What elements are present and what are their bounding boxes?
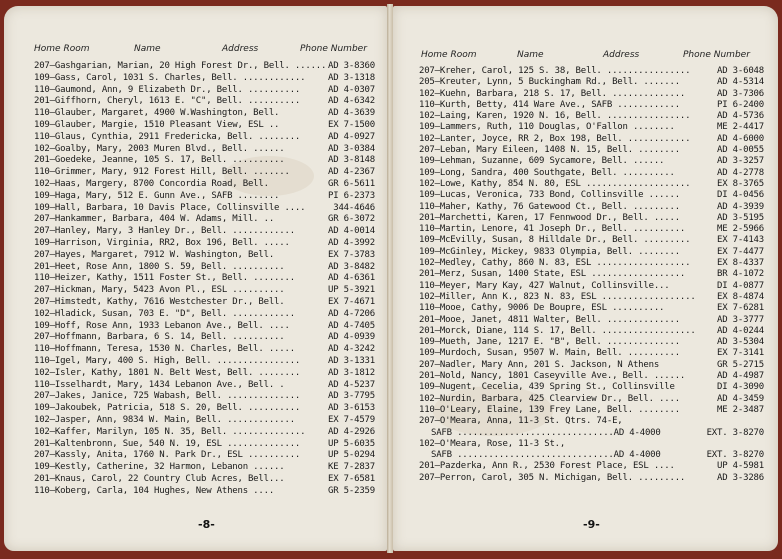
entry-phone: AD 3-7306 (717, 88, 764, 99)
directory-entry (419, 292, 764, 303)
entry-phone: AD 3-5195 (717, 212, 764, 223)
directory-entry (419, 473, 764, 484)
entry-phone: UP 4-5981 (717, 461, 764, 472)
entry-phone: AD 4-6361 (328, 273, 375, 284)
directory-entry (34, 167, 375, 179)
entry-phone: AD 4-5237 (328, 379, 375, 390)
directory-entry (419, 281, 764, 292)
directory-entry (34, 356, 375, 368)
directory-entry (419, 168, 764, 179)
entry-text: 207—Leban, Mary Eileen, 1408 N. 15, Bell. ........ (419, 145, 680, 156)
header-name: Name (517, 50, 544, 60)
entry-phone: ME 2-3487 (717, 404, 764, 415)
entry-text: 102—Laing, Karen, 1920 N. 16, Bell. ................ (419, 111, 691, 122)
directory-entry (34, 61, 375, 73)
entry-text: 207—Himstedt, Kathy, 7616 Westchester Dr., Bell. (34, 296, 285, 307)
entry-text: 201—Kaltenbronn, Sue, 540 N. 19, ESL .............. (34, 438, 301, 449)
directory-entry (34, 85, 375, 97)
entry-phone: EXT. 3-8270 (706, 450, 764, 461)
entry-text: 102—Goalby, Mary, 2003 Muren Blvd., Bell. ...... (34, 143, 285, 154)
header-address: Address (222, 44, 259, 54)
page-number: -8- (198, 518, 215, 531)
directory-entry (419, 337, 764, 348)
entry-text: 102—Miller, Ann K., 823 N. 83, ESL .................. (419, 291, 696, 302)
entry-phone: BR 4-1072 (717, 269, 764, 280)
directory-entry (419, 202, 764, 213)
entry-text: 109—Long, Sandra, 400 Southgate, Bell. .......... (419, 167, 675, 178)
entry-text: 109—Gass, Carol, 1031 S. Charles, Bell. ............ (34, 72, 306, 83)
directory-entry (34, 368, 375, 380)
entry-phone: EX 8-3765 (717, 178, 764, 189)
entry-text: 109—Hall, Barbara, 10 Davis Place, Collinsville .... (34, 202, 306, 213)
entry-phone: KE 7-2837 (328, 462, 375, 473)
entry-phone: EX 7-4579 (328, 414, 375, 425)
entry-phone: GR 5-2359 (328, 485, 375, 496)
directory-entry (34, 344, 375, 356)
entry-phone: GR 6-5611 (328, 178, 375, 189)
entry-phone: GR 6-3072 (328, 214, 375, 225)
entry-text: 109—Nugent, Cecelia, 439 Spring St., Collinsville (419, 382, 675, 393)
entry-text: SAFB ..............................AD 4-4000 (431, 450, 661, 461)
directory-entry (34, 427, 375, 439)
directory-entry (34, 486, 375, 498)
entry-text: 201—Heet, Rose Ann, 1800 S. 59, Bell. .......... (34, 261, 285, 272)
entry-phone: AD 4-5314 (717, 77, 764, 88)
entry-phone: EX 8-4337 (717, 258, 764, 269)
entry-phone: PI 6-2373 (328, 190, 375, 201)
entry-phone: AD 4-2778 (717, 167, 764, 178)
entry-text: 201—Knaus, Carol, 22 Country Club Acres, Bell... (34, 473, 285, 484)
entry-phone: AD 4-6342 (328, 96, 375, 107)
entry-text: SAFB ..............................AD 4-4000 (431, 427, 661, 438)
directory-entry (34, 309, 375, 321)
header-name: Name (134, 44, 161, 54)
entry-phone: UP 5-3921 (328, 285, 375, 296)
entry-text: 207—Perron, Carol, 305 N. Michigan, Bell. ......... (419, 472, 686, 483)
entry-phone: AD 4-3242 (328, 344, 375, 355)
entry-text: 102—Lanter, Joyce, RR 2, Box 198, Bell. ............ (419, 133, 691, 144)
entry-phone: AD 3-1331 (328, 355, 375, 366)
directory-entry (34, 380, 375, 392)
directory-entry (419, 247, 764, 258)
directory-entry (419, 77, 764, 88)
entry-text: 201—Giffhorn, Cheryl, 1613 E. "C", Bell. .......... (34, 96, 301, 107)
entry-text: 110—Igel, Mary, 400 S. High, Bell. ................ (34, 355, 301, 366)
entry-phone: AD 3-1812 (328, 367, 375, 378)
entry-text: 110—Heizer, Kathy, 1511 Foster St., Bell. ........ (34, 273, 295, 284)
entry-phone: AD 3-3777 (717, 314, 764, 325)
directory-entry (419, 326, 764, 337)
directory-entry (34, 144, 375, 156)
entry-text: 205—Kreuter, Lynn, 5 Buckingham Rd., Bell. ....... (419, 77, 680, 88)
entry-text: 109—McGinley, Mickey, 9833 Olympia, Bell. ........ (419, 246, 680, 257)
entry-phone: DI 4-3090 (717, 382, 764, 393)
entry-text: 201—Goedeke, Jeanne, 105 S. 17, Bell. .......... (34, 155, 285, 166)
entry-text: 201—Merz, Susan, 1400 State, ESL .................. (419, 269, 686, 280)
directory-entry (34, 285, 375, 297)
directory-entry (419, 145, 764, 156)
directory-entry (419, 450, 764, 461)
directory-entry (419, 134, 764, 145)
directory-entry (34, 332, 375, 344)
entry-phone: AD 4-0927 (328, 131, 375, 142)
entry-phone: AD 4-0307 (328, 84, 375, 95)
directory-entry (419, 111, 764, 122)
entry-phone: AD 4-0014 (328, 226, 375, 237)
entry-phone: 344-4646 (333, 202, 375, 213)
entry-text: 110—O'Leary, Elaine, 139 Frey Lane, Bell. ........ (419, 404, 680, 415)
entry-phone: AD 3-3286 (717, 472, 764, 483)
entry-phone: EX 7-6281 (717, 303, 764, 314)
directory-entry (419, 303, 764, 314)
directory-entry (34, 439, 375, 451)
entry-phone: EX 7-3141 (717, 348, 764, 359)
entry-text: 207—Hayes, Margaret, 7912 W. Washington, Bell. (34, 249, 275, 260)
entry-text: 109—McEvilly, Susan, 8 Hilldale Dr., Bell. ......... (419, 235, 691, 246)
entry-phone: AD 3-1318 (328, 72, 375, 83)
directory-entry (34, 297, 375, 309)
left-page (4, 6, 387, 551)
entry-text: 207—Hanley, Mary, 3 Hanley Dr., Bell. ............ (34, 226, 295, 237)
directory-entry (419, 394, 764, 405)
entry-phone: EX 7-1500 (328, 119, 375, 130)
entry-phone: AD 4-4987 (717, 371, 764, 382)
directory-entry (34, 155, 375, 167)
entry-phone: AD 4-0055 (717, 145, 764, 156)
entry-text: 207—Hoffmann, Barbara, 6 S. 14, Bell. .......... (34, 332, 285, 343)
entry-text: 201—Morck, Diane, 114 S. 17, Bell. .................. (419, 325, 696, 336)
entry-text: 102—Haas, Margery, 8700 Concordia Road, Bell. (34, 178, 269, 189)
directory-list (419, 66, 764, 484)
directory-entry (419, 213, 764, 224)
entry-phone: AD 4-3939 (717, 201, 764, 212)
header-phone: Phone Number (683, 50, 750, 60)
entry-text: 110—Grimmer, Mary, 912 Forest Hill, Bell. ....... (34, 167, 290, 178)
entry-phone: DI 4-0456 (717, 190, 764, 201)
directory-entry (34, 415, 375, 427)
entry-text: 102—Lowe, Kathy, 854 N. 80, ESL .................... (419, 178, 691, 189)
entry-text: 109—Kestly, Catherine, 32 Harmon, Lebanon ...... (34, 462, 285, 473)
entry-phone: AD 3-8148 (328, 155, 375, 166)
directory-entry (34, 96, 375, 108)
entry-phone: AD 3-8360 (328, 61, 375, 71)
entry-phone: AD 3-3257 (717, 156, 764, 167)
entry-text: 110—Isselhardt, Mary, 1434 Lebanon Ave., Bell. . (34, 379, 285, 390)
directory-entry (419, 428, 764, 439)
directory-entry (34, 403, 375, 415)
directory-entry (34, 321, 375, 333)
entry-phone: DI 4-0877 (717, 280, 764, 291)
directory-entry (419, 100, 764, 111)
entry-phone: AD 3-8482 (328, 261, 375, 272)
entry-text: 109—Murdoch, Susan, 9507 W. Main, Bell. .......... (419, 348, 680, 359)
entry-phone: EX 7-4477 (717, 246, 764, 257)
entry-phone: EX 7-4671 (328, 296, 375, 307)
directory-entry (419, 156, 764, 167)
directory-entry (419, 382, 764, 393)
directory-entry (419, 190, 764, 201)
entry-phone: PI 6-2400 (717, 99, 764, 110)
entry-text: 207—Hickman, Mary, 5423 Avon Pl., ESL .......... (34, 285, 285, 296)
directory-entry (34, 73, 375, 85)
directory-entry (34, 214, 375, 226)
directory-entry (419, 371, 764, 382)
directory-entry (34, 191, 375, 203)
entry-text: 102—Kuehn, Barbara, 218 S. 17, Bell. .............. (419, 88, 686, 99)
entry-phone: AD 4-3639 (328, 108, 375, 119)
entry-phone: AD 3-0384 (328, 143, 375, 154)
entry-phone: AD 3-6048 (717, 66, 764, 76)
directory-entry (34, 226, 375, 238)
directory-entry (419, 179, 764, 190)
directory-entry (34, 462, 375, 474)
entry-phone: AD 4-3992 (328, 237, 375, 248)
entry-phone: UP 5-0294 (328, 450, 375, 461)
directory-entry (34, 391, 375, 403)
entry-text: 109—Haga, Mary, 512 E. Gunn Ave., SAFB ........ (34, 190, 280, 201)
entry-phone: UP 5-6035 (328, 438, 375, 449)
entry-text: 109—Hoff, Rose Ann, 1933 Lebanon Ave., Bell. .... (34, 320, 290, 331)
directory-entry (34, 132, 375, 144)
entry-text: 201—Pazderka, Ann R., 2530 Forest Place, ESL .... (419, 461, 675, 472)
entry-phone: AD 4-0244 (717, 325, 764, 336)
directory-entry (419, 66, 764, 77)
directory-entry (419, 461, 764, 472)
directory-entry (419, 315, 764, 326)
entry-text: 109—Glauber, Margie, 1510 Pleasant View, ESL .. (34, 119, 280, 130)
entry-text: 110—Glauber, Margaret, 4900 W.Washington, Bell. (34, 108, 280, 119)
directory-entry (34, 179, 375, 191)
entry-phone: AD 4-7405 (328, 320, 375, 331)
entry-text: 207—Jakes, Janice, 725 Wabash, Bell. .............. (34, 391, 301, 402)
entry-text: 110—Maher, Kathy, 76 Gatewood Ct., Bell. ......... (419, 201, 680, 212)
entry-phone: AD 4-3459 (717, 393, 764, 404)
directory-entry (419, 269, 764, 280)
directory-entry (419, 224, 764, 235)
entry-phone: AD 4-6000 (717, 133, 764, 144)
entry-phone: EXT. 3-8270 (706, 427, 764, 438)
directory-entry (419, 89, 764, 100)
entry-text: 207—Kassly, Anita, 1760 N. Park Dr., ESL .......... (34, 450, 301, 461)
directory-entry (419, 235, 764, 246)
directory-entry (34, 250, 375, 262)
entry-text: 102—Nurdin, Barbara, 425 Clearview Dr., Bell. .... (419, 393, 680, 404)
entry-text: 207—Nadler, Mary Ann, 201 S. Jackson, N Athens (419, 359, 660, 370)
entry-phone: AD 4-2367 (328, 167, 375, 178)
entry-text: 109—Jakoubek, Patricia, 518 S. 20, Bell. .......... (34, 403, 301, 414)
directory-list (34, 61, 375, 497)
entry-text: 109—Mueth, Jane, 1217 E. "B", Bell. .............. (419, 337, 680, 348)
directory-entry (419, 360, 764, 371)
entry-text: 102—Jasper, Ann, 9834 W. Main, Bell. ............. (34, 414, 295, 425)
directory-entry (34, 262, 375, 274)
entry-phone: ME 2-5966 (717, 224, 764, 235)
entry-text: 102—Medley, Cathy, 860 N. 83, ESL .................. (419, 258, 691, 269)
entry-phone: ME 2-4417 (717, 122, 764, 133)
entry-text: 109—Lammers, Ruth, 110 Douglas, O'Fallon ........ (419, 122, 675, 133)
directory-entry (34, 120, 375, 132)
entry-phone: AD 4-0939 (328, 332, 375, 343)
entry-text: 110—Kurth, Betty, 414 Ware Ave., SAFB ............ (419, 99, 680, 110)
entry-phone: GR 5-2715 (717, 359, 764, 370)
directory-entry (419, 258, 764, 269)
directory-entry (34, 203, 375, 215)
entry-text: 207—Kreher, Carol, 125 S. 38, Bell. ................ (419, 66, 691, 76)
entry-text: 109—Lucas, Veronica, 733 Bond, Collinsville ...... (419, 190, 680, 201)
entry-text: 102—O'Meara, Rose, 11-3 St., (419, 438, 566, 449)
directory-entry (34, 450, 375, 462)
header-address: Address (603, 50, 640, 60)
column-header (421, 50, 768, 62)
directory-entry (419, 439, 764, 450)
entry-phone: AD 3-6153 (328, 403, 375, 414)
entry-phone: AD 4-5736 (717, 111, 764, 122)
entry-text: 201—Mooe, Janet, 4811 Walter, Bell. .............. (419, 314, 680, 325)
entry-phone: EX 7-3783 (328, 249, 375, 260)
column-header (34, 44, 377, 56)
entry-phone: AD 3-5304 (717, 337, 764, 348)
entry-text: 109—Lehman, Suzanne, 609 Sycamore, Bell. ...... (419, 156, 665, 167)
page-number: -9- (583, 518, 600, 531)
entry-text: 102—Kaffer, Marilyn, 105 N. 35, Bell. .............. (34, 426, 306, 437)
header-home-room: Home Room (34, 44, 90, 54)
entry-text: 110—Hoffmann, Teresa, 1530 N. Charles, Bell. ..... (34, 344, 295, 355)
entry-phone: AD 4-7206 (328, 308, 375, 319)
entry-text: 201—Nold, Nancy, 1801 Caseyville Ave., Bell. ...... (419, 371, 686, 382)
entry-text: 110—Mooe, Cathy, 9006 De Boupre, ESL .......... (419, 303, 665, 314)
entry-text: 207—Hankammer, Barbara, 404 W. Adams, Mill. .. (34, 214, 275, 225)
entry-text: 110—Glaus, Cynthia, 2911 Fredericka, Bell. ........ (34, 131, 301, 142)
header-phone: Phone Number (300, 44, 367, 54)
right-page (393, 6, 778, 551)
header-home-room: Home Room (421, 50, 477, 60)
directory-entry (34, 238, 375, 250)
entry-phone: EX 8-4874 (717, 291, 764, 302)
directory-entry (34, 108, 375, 120)
entry-text: 110—Koberg, Carla, 104 Hughes, New Athens .... (34, 485, 275, 496)
directory-entry (34, 474, 375, 486)
entry-text: 201—Marchetti, Karen, 17 Fennwood Dr., Bell. ..... (419, 212, 680, 223)
entry-text: 102—Isler, Kathy, 1801 N. Belt West, Bell. ........ (34, 367, 301, 378)
directory-entry (419, 416, 764, 427)
entry-text: 102—Hladick, Susan, 703 E. "D", Bell. ............ (34, 308, 295, 319)
directory-entry (34, 273, 375, 285)
entry-text: 109—Harrison, Virginia, RR2, Box 196, Bell. ..... (34, 237, 290, 248)
entry-text: 110—Meyer, Mary Kay, 427 Walnut, Collinsville... (419, 280, 670, 291)
entry-phone: AD 3-7795 (328, 391, 375, 402)
entry-phone: EX 7-6581 (328, 473, 375, 484)
entry-phone: EX 7-4143 (717, 235, 764, 246)
entry-phone: AD 4-2926 (328, 426, 375, 437)
entry-text: 110—Martin, Lenore, 41 Joseph Dr., Bell. .......... (419, 224, 686, 235)
entry-text: 207—Gashgarian, Marian, 20 High Forest Dr., Bell. ...... (34, 61, 327, 71)
directory-entry (419, 122, 764, 133)
entry-text: 207—O'Meara, Anna, 11-3 St. Qtrs. 74-E, (419, 416, 623, 427)
entry-text: 110—Gaumond, Ann, 9 Elizabeth Dr., Bell. .......... (34, 84, 301, 95)
directory-entry (419, 405, 764, 416)
directory-entry (419, 348, 764, 359)
